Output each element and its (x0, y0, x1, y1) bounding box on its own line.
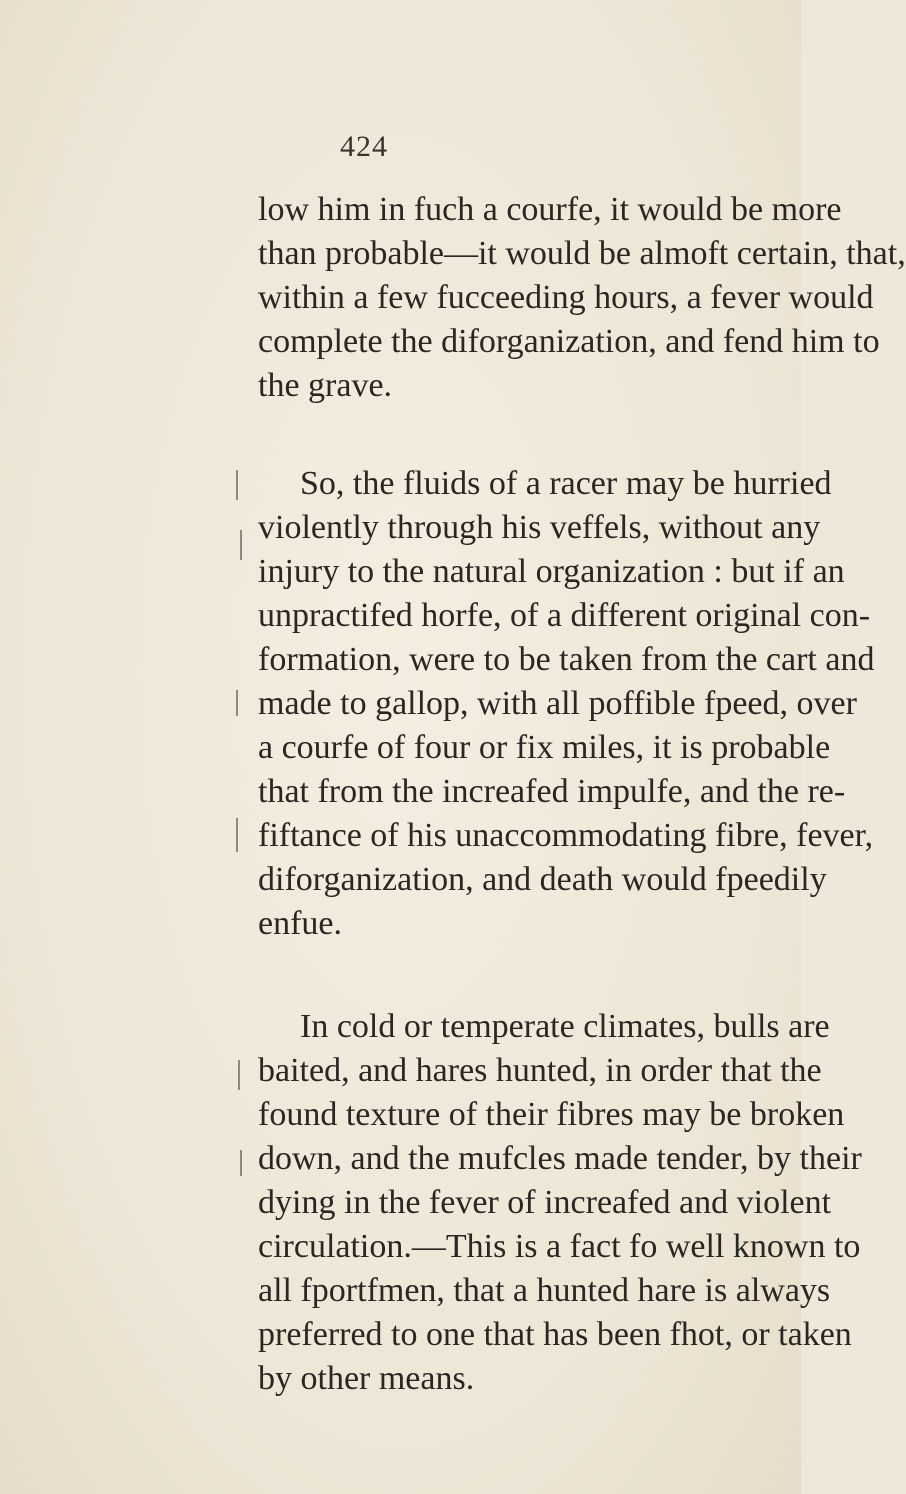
margin-mark (236, 470, 238, 500)
text-line: all fportfmen, that a hunted hare is always (258, 1272, 831, 1309)
text-line: enfue. (258, 905, 343, 942)
text-line: the grave. (258, 367, 393, 404)
margin-mark (236, 818, 238, 852)
text-line: unpractifed horfe, of a different original con- (258, 597, 871, 634)
margin-mark (236, 690, 238, 716)
text-line: In cold or temperate climates, bulls are (300, 1008, 830, 1045)
text-line: that from the increafed impulfe, and the re- (258, 773, 846, 810)
margin-mark (240, 1150, 242, 1176)
text-line: injury to the natural organization : but if an (258, 553, 845, 590)
text-line: preferred to one that has been fhot, or taken (258, 1316, 852, 1353)
text-line: low him in fuch a courfe, it would be more (258, 191, 842, 228)
page-number: 424 (340, 130, 388, 163)
text-line: within a few fucceeding hours, a fever would (258, 279, 874, 316)
text-line: circulation.—This is a fact fo well known to (258, 1228, 861, 1265)
text-line: fiftance of his unaccommodating fibre, fever, (258, 817, 874, 854)
text-line: dying in the fever of increafed and violent (258, 1184, 832, 1221)
text-line: a courfe of four or fix miles, it is probable (258, 729, 831, 766)
text-line: So, the fluids of a racer may be hurried (300, 465, 832, 502)
text-line: violently through his veffels, without any (258, 509, 821, 546)
text-line: baited, and hares hunted, in order that the (258, 1052, 822, 1089)
text-line: formation, were to be taken from the cart and (258, 641, 875, 678)
text-line: found texture of their fibres may be broken (258, 1096, 845, 1133)
text-line: diforganization, and death would fpeedily (258, 861, 827, 898)
margin-mark (240, 530, 242, 560)
text-line: complete the diforganization, and fend him to (258, 323, 880, 360)
text-line: made to gallop, with all poffible fpeed, over (258, 685, 857, 722)
text-line: than probable—it would be almoft certain, that, (258, 235, 906, 272)
text-line: by other means. (258, 1360, 475, 1397)
margin-mark (238, 1060, 240, 1090)
text-line: down, and the mufcles made tender, by their (258, 1140, 862, 1177)
